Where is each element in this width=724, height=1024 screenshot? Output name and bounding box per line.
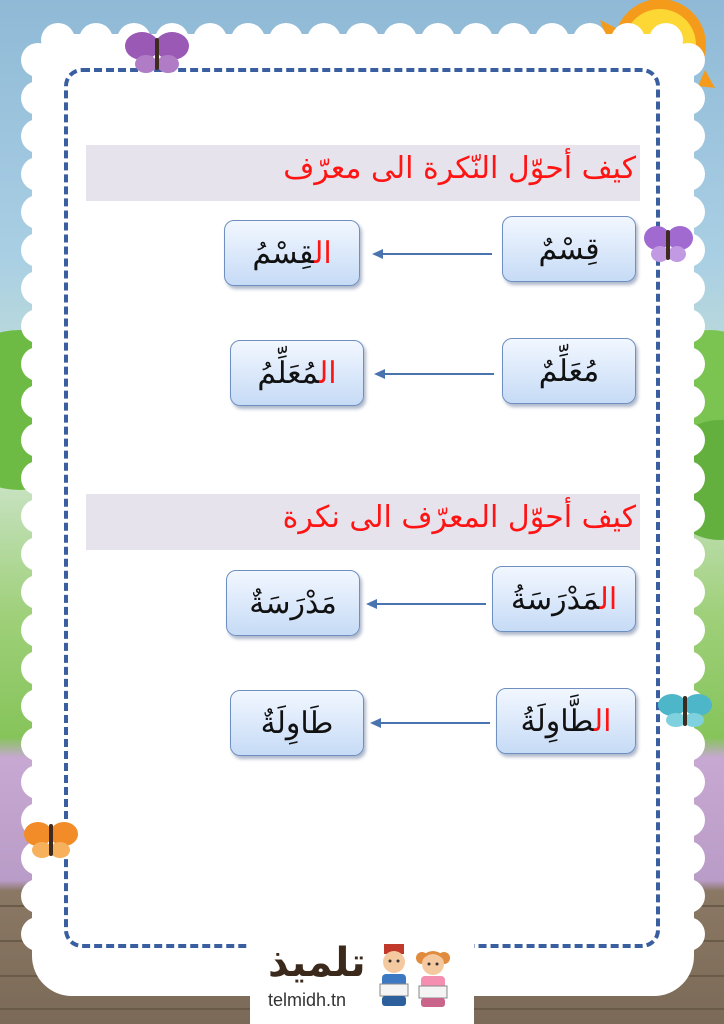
scallop-edge (231, 23, 265, 57)
scallop-edge (671, 461, 705, 495)
arrow-left-icon (374, 367, 496, 381)
source-word: الطَّاوِلَةُ (520, 703, 612, 739)
arrow-left-icon (366, 597, 488, 611)
scallop-edge (671, 841, 705, 875)
scallop-edge (79, 23, 113, 57)
scallop-edge (21, 651, 55, 685)
logo-site: telmidh.tn (268, 990, 347, 1010)
scallop-edge (671, 803, 705, 837)
scallop-edge (459, 23, 493, 57)
target-word-box (230, 340, 364, 406)
source-word-box (502, 216, 636, 282)
girl-reading-icon (414, 948, 452, 1010)
scallop-edge (269, 23, 303, 57)
scallop-edge (671, 613, 705, 647)
scallop-edge (21, 537, 55, 571)
arrow-left-icon (372, 247, 494, 261)
scallop-edge (21, 233, 55, 267)
scallop-edge (671, 727, 705, 761)
section1-title: كيف أحوّل النّكرة الى معرّف (283, 151, 636, 186)
scallop-edge (573, 23, 607, 57)
scallop-edge (611, 23, 645, 57)
scallop-edge (21, 727, 55, 761)
scallop-edge (671, 157, 705, 191)
scallop-edge (671, 879, 705, 913)
scallop-edge (307, 23, 341, 57)
scallop-edge (671, 81, 705, 115)
source-word-box (496, 688, 636, 754)
scallop-edge (497, 23, 531, 57)
scallop-edge (21, 195, 55, 229)
section1-heading-band (86, 145, 640, 201)
scallop-edge (671, 347, 705, 381)
definite-prefix: ال (594, 703, 612, 739)
target-word-box (226, 570, 360, 636)
arrow-left-icon (370, 716, 492, 730)
definite-prefix: ال (599, 581, 618, 617)
section2-heading-band (86, 494, 640, 550)
scallop-edge (671, 271, 705, 305)
target-word: طَاوِلَةٌ (260, 705, 334, 741)
source-word: المَدْرَسَةُ (510, 581, 618, 617)
scallop-edge (21, 43, 55, 77)
definite-prefix: ال (314, 235, 332, 271)
scallop-edge (193, 23, 227, 57)
scallop-edge (671, 119, 705, 153)
scallop-edge (671, 309, 705, 343)
scallop-edge (21, 613, 55, 647)
scallop-edge (21, 81, 55, 115)
scallop-edge (21, 423, 55, 457)
butterfly-icon (22, 818, 80, 862)
scallop-edge (671, 385, 705, 419)
scallop-edge (671, 765, 705, 799)
source-word: مُعَلِّمٌ (538, 353, 600, 389)
scallop-edge (21, 385, 55, 419)
scallop-edge (671, 423, 705, 457)
butterfly-icon (122, 28, 192, 76)
scallop-edge (21, 917, 55, 951)
scallop-edge (383, 23, 417, 57)
scallop-edge (421, 23, 455, 57)
scallop-edge (21, 271, 55, 305)
target-word: القِسْمُ (252, 235, 332, 271)
butterfly-icon (642, 222, 694, 266)
scallop-edge (671, 651, 705, 685)
butterfly-icon (656, 690, 714, 730)
scallop-edge (21, 689, 55, 723)
definite-prefix: ال (319, 355, 337, 391)
scallop-edge (21, 461, 55, 495)
scallop-edge (671, 499, 705, 533)
source-word-box (492, 566, 636, 632)
scallop-edge (21, 879, 55, 913)
boy-reading-icon (376, 944, 412, 1010)
target-word-box (230, 690, 364, 756)
scallop-edge (535, 23, 569, 57)
scallop-edge (21, 309, 55, 343)
section2-title: كيف أحوّل المعرّف الى نكرة (282, 500, 636, 535)
scallop-edge (21, 119, 55, 153)
target-word: المُعَلِّمُ (257, 355, 337, 391)
scallop-edge (21, 347, 55, 381)
logo-arabic: تلميذ (268, 940, 366, 986)
scallop-edge (671, 917, 705, 951)
scallop-edge (671, 575, 705, 609)
target-word-box (224, 220, 360, 286)
scallop-edge (21, 499, 55, 533)
source-word: قِسْمٌ (538, 231, 600, 267)
scallop-edge (21, 157, 55, 191)
scallop-edge (671, 43, 705, 77)
source-word-box (502, 338, 636, 404)
target-word: مَدْرَسَةٌ (249, 585, 337, 621)
scallop-edge (345, 23, 379, 57)
scallop-edge (21, 765, 55, 799)
scallop-edge (21, 575, 55, 609)
scallop-edge (671, 537, 705, 571)
